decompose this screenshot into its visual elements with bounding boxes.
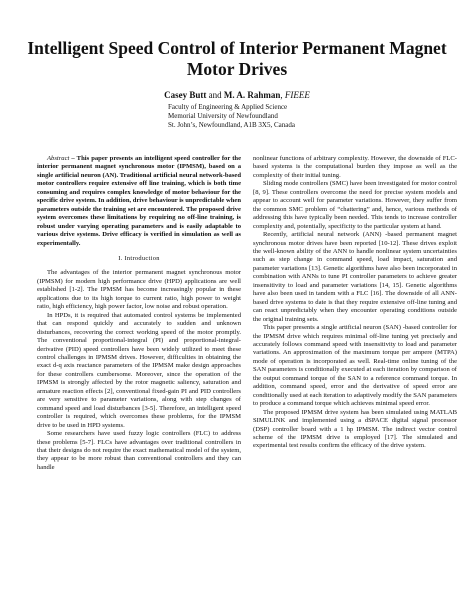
abstract-label: Abstract (47, 155, 70, 162)
right-column (253, 155, 457, 451)
paragraph: Some researchers have used fuzzy logic controllers (FLC) to address these problems [5-7]. FLCs have advantages over traditional controllers in that their designs do not require the exact mathematical model of the system, they appear to be more robust than conventional controllers and they can handle (37, 430, 241, 471)
author-2-suffix: , FIEEE (280, 90, 310, 100)
paragraph: The proposed IPMSM drive system has been simulated using MATLAB SIMULINK and implemented using a dSPACE digital signal processor (DSP) controller board with a 1 hp IPMSM. The indirect vector control scheme of the IPMSM drive is employed [17]. The simulated and experimental test results confirm the efficacy of the drive system. (253, 408, 457, 450)
title-line-1: Intelligent Speed Control of Interior Permanent Magnet (27, 38, 447, 58)
author-line (20, 90, 454, 100)
affiliation (168, 103, 428, 131)
affiliation-line: St. John’s, Newfoundland, A1B 3X5, Canada (168, 121, 295, 130)
author-1: Casey Butt (164, 90, 207, 100)
author-2: M. A. Rahman (223, 90, 281, 100)
affiliation-line: Memorial University of Newfoundland (168, 112, 278, 121)
paragraph: The advantages of the interior permanent magnet synchronous motor (IPMSM) for modern high performance drive (HPD) applications are well established [1-2]. The IPMSM has become increasingly popular in these applications due to its high torque to current ratio, high power to weight ratio, high efficiency, high power factor, low noise and robust operation. (37, 269, 241, 311)
affiliation-line: Faculty of Engineering & Applied Science (168, 103, 288, 111)
left-column (37, 155, 241, 472)
title-line-2: Motor Drives (186, 59, 288, 79)
paragraph: This paper presents a single artificial neuron (SAN) -based controller for the IPMSM drive which requires minimal off-line tuning yet precisely and accurately follows command speed with insensitivity to load and parameter variations. An approximation of the maximum torque per ampere (MTPA) mode of operation is incorporated as well. Real-time online tuning of the SAN parameters is conditionally executed at each iteration by comparison of the output command torque of the SAN to a reference command torque. In addition, command speed, error and the derivative of speed error are conditionally used at each iteration to adaptively modify the SAN parameters to produce a command torque which achieves minimal speed error. (253, 324, 457, 408)
paragraph: Sliding mode controllers (SMC) have been investigated for motor control [8, 9]. These controllers overcome the need for precise system models and appear to account well for parameter variations. However, they suffer from the common SMC problem of “chattering” and, hence, various methods of addressing this have typically been needed. This tends to increase controller complexity and, potentially, specificity to the particular system at hand. (253, 180, 457, 230)
paragraph: Recently, artificial neural network (ANN) -based permanent magnet synchronous motor drives have been reported [10-12]. These drives exploit the well-known ability of the ANN to handle nonlinear system uncertainties such as step change in command speed, load impact, saturation and parameter variations [13]. Genetic algorithms have also been incorporated in combination with ANNs to tune PI controller parameters to achieve greater insensitivity to load and parameter variations [14, 15]. Genetic algorithms have also been used in tandem with a FLC [16]. The downside of all ANN-based drive systems to date is that they require extensive off-line tuning and can react unpredictably when they encounter operating conditions outside the original training sets. (253, 231, 457, 323)
section-heading-introduction: I. Introduction (118, 254, 160, 262)
paragraph: In HPDs, it is required that automated control systems be implemented that can respond quickly and accurately to sudden and unknown disturbances, recovering the correct working speed of the motor promptly. The conventional proportional-integral (PI) and proportional-integral-derivative (PID) speed controllers have been widely utilized to meet these control challenges in IPMSM drives. However, difficulties in obtaining the exact d-q axis reactance parameters of the IPMSM make design approaches for these controllers cumbersome. Moreover, since the operation of the IPMSM is strongly affected by the rotor magnetic saliency, saturation and armature reaction effects [2], conventional fixed-gain PI and PID controllers are very sensitive to parameter variations, along with step changes of command speed and load disturbances [3-5]. Therefore, an intelligent speed controller is required, which overcomes these problems, for the IPMSM drive to be used in HPD systems. (37, 311, 241, 429)
abstract-text: – This paper presents an intelligent speed controller for the interior permanent magnet synchronous motor (IPMSM), based on a single artificial neuron (AN). Traditional artificial neural network-based motor controllers require extensive off line training, which is both time consuming and requires complex knowledge of motor behaviour for the specific drive system. In addition, drive behaviour is unpredictable when parameters outside the training set are encountered. The proposed drive system overcomes these limitations by requiring no off-line training, is robust under varying operating parameters and is easily adaptable to various drive systems. Drive efficacy is verified in simulation as well as experimentally. (37, 155, 241, 247)
paper-title (20, 38, 454, 80)
abstract (37, 155, 241, 248)
paragraph: nonlinear functions of arbitrary complexity. However, the downside of FLC-based systems is the computational burden they impose as well as the complexity of their initial tuning. (253, 155, 457, 179)
author-and: and (206, 90, 224, 100)
